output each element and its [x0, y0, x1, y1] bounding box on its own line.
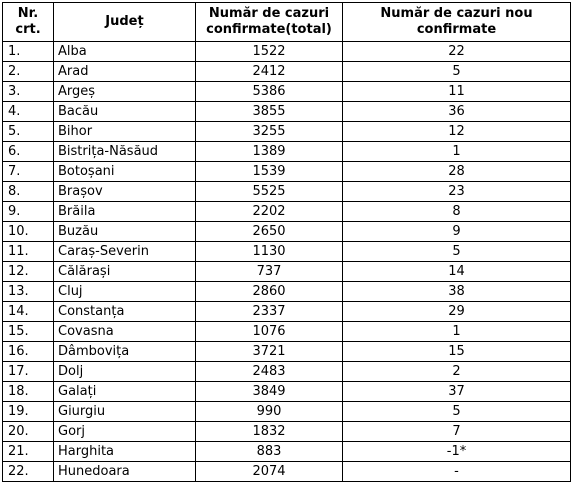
row-noi: 1 — [343, 142, 571, 162]
row-total: 2337 — [196, 302, 343, 322]
row-nr: 21. — [3, 442, 54, 462]
table-row — [3, 242, 571, 262]
row-judet: Giurgiu — [54, 402, 196, 422]
row-nr: 4. — [3, 102, 54, 122]
table-row — [3, 402, 571, 422]
row-nr: 7. — [3, 162, 54, 182]
row-nr: 6. — [3, 142, 54, 162]
row-total: 1539 — [196, 162, 343, 182]
row-judet: Călărași — [54, 262, 196, 282]
row-noi: -1* — [343, 442, 571, 462]
row-judet: Brașov — [54, 182, 196, 202]
table-row — [3, 82, 571, 102]
table-row — [3, 462, 571, 482]
header-noi: Număr de cazuri nou confirmate — [343, 3, 571, 42]
row-noi: 36 — [343, 102, 571, 122]
row-noi: 15 — [343, 342, 571, 362]
header-row — [3, 3, 571, 42]
table-row — [3, 222, 571, 242]
row-noi: - — [343, 462, 571, 482]
row-total: 5386 — [196, 82, 343, 102]
table-row — [3, 122, 571, 142]
table-row — [3, 202, 571, 222]
table-row — [3, 282, 571, 302]
row-nr: 10. — [3, 222, 54, 242]
row-nr: 15. — [3, 322, 54, 342]
row-judet: Cluj — [54, 282, 196, 302]
table-row — [3, 382, 571, 402]
row-total: 2412 — [196, 62, 343, 82]
row-total: 3849 — [196, 382, 343, 402]
row-noi: 1 — [343, 322, 571, 342]
row-total: 1522 — [196, 42, 343, 62]
table-row — [3, 302, 571, 322]
covid-cases-table — [2, 2, 571, 482]
table-row — [3, 182, 571, 202]
row-noi: 5 — [343, 402, 571, 422]
row-judet: Bistrița-Năsăud — [54, 142, 196, 162]
row-nr: 20. — [3, 422, 54, 442]
row-nr: 2. — [3, 62, 54, 82]
row-nr: 14. — [3, 302, 54, 322]
row-judet: Dolj — [54, 362, 196, 382]
table-row — [3, 262, 571, 282]
table-row — [3, 42, 571, 62]
row-total: 1130 — [196, 242, 343, 262]
row-judet: Dâmbovița — [54, 342, 196, 362]
row-noi: 2 — [343, 362, 571, 382]
row-nr: 12. — [3, 262, 54, 282]
header-nr: Nr. crt. — [3, 3, 54, 42]
row-noi: 8 — [343, 202, 571, 222]
header-judet: Județ — [54, 3, 196, 42]
row-noi: 9 — [343, 222, 571, 242]
row-nr: 16. — [3, 342, 54, 362]
row-judet: Covasna — [54, 322, 196, 342]
row-noi: 5 — [343, 242, 571, 262]
row-judet: Bihor — [54, 122, 196, 142]
row-total: 1832 — [196, 422, 343, 442]
row-nr: 13. — [3, 282, 54, 302]
row-judet: Constanța — [54, 302, 196, 322]
table-row — [3, 142, 571, 162]
row-nr: 1. — [3, 42, 54, 62]
row-noi: 23 — [343, 182, 571, 202]
row-judet: Galați — [54, 382, 196, 402]
header-total: Număr de cazuri confirmate(total) — [196, 3, 343, 42]
row-nr: 5. — [3, 122, 54, 142]
row-judet: Brăila — [54, 202, 196, 222]
row-nr: 3. — [3, 82, 54, 102]
table-row — [3, 162, 571, 182]
row-noi: 22 — [343, 42, 571, 62]
row-nr: 9. — [3, 202, 54, 222]
row-judet: Botoșani — [54, 162, 196, 182]
row-nr: 22. — [3, 462, 54, 482]
row-noi: 29 — [343, 302, 571, 322]
row-total: 3855 — [196, 102, 343, 122]
row-noi: 11 — [343, 82, 571, 102]
row-judet: Alba — [54, 42, 196, 62]
row-total: 2483 — [196, 362, 343, 382]
row-judet: Hunedoara — [54, 462, 196, 482]
row-judet: Caraș-Severin — [54, 242, 196, 262]
row-judet: Gorj — [54, 422, 196, 442]
row-total: 2650 — [196, 222, 343, 242]
row-noi: 28 — [343, 162, 571, 182]
table-row — [3, 322, 571, 342]
row-total: 2202 — [196, 202, 343, 222]
row-total: 5525 — [196, 182, 343, 202]
row-total: 1389 — [196, 142, 343, 162]
row-judet: Harghita — [54, 442, 196, 462]
row-judet: Buzău — [54, 222, 196, 242]
row-nr: 11. — [3, 242, 54, 262]
row-nr: 8. — [3, 182, 54, 202]
table-row — [3, 342, 571, 362]
row-noi: 14 — [343, 262, 571, 282]
row-judet: Bacău — [54, 102, 196, 122]
table-row — [3, 362, 571, 382]
row-total: 1076 — [196, 322, 343, 342]
row-total: 3721 — [196, 342, 343, 362]
row-nr: 18. — [3, 382, 54, 402]
table-row — [3, 62, 571, 82]
table-body — [3, 42, 571, 482]
row-total: 737 — [196, 262, 343, 282]
row-judet: Arad — [54, 62, 196, 82]
row-noi: 5 — [343, 62, 571, 82]
row-noi: 37 — [343, 382, 571, 402]
row-noi: 7 — [343, 422, 571, 442]
row-nr: 19. — [3, 402, 54, 422]
row-total: 990 — [196, 402, 343, 422]
row-total: 2860 — [196, 282, 343, 302]
row-noi: 12 — [343, 122, 571, 142]
row-total: 3255 — [196, 122, 343, 142]
table-row — [3, 442, 571, 462]
table-row — [3, 102, 571, 122]
table-wrapper — [2, 2, 571, 482]
row-nr: 17. — [3, 362, 54, 382]
row-noi: 38 — [343, 282, 571, 302]
table-row — [3, 422, 571, 442]
row-judet: Argeș — [54, 82, 196, 102]
row-total: 2074 — [196, 462, 343, 482]
row-total: 883 — [196, 442, 343, 462]
